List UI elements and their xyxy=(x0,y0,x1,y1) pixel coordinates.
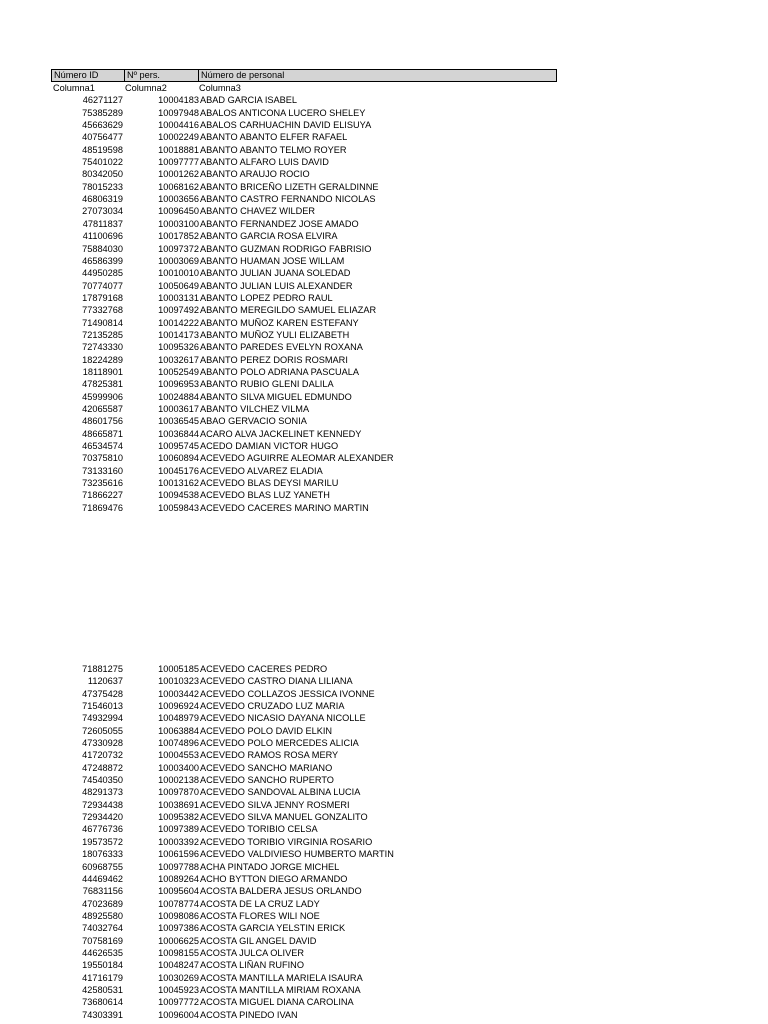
cell-name[interactable]: ABANTO MUÑOZ YULI ELIZABETH xyxy=(200,329,350,340)
cell-name[interactable]: ACEVEDO COLLAZOS JESSICA IVONNE xyxy=(200,688,375,699)
table-row xyxy=(51,230,557,242)
cell-name[interactable]: ABANTO ALFARO LUIS DAVID xyxy=(200,157,329,168)
cell-name[interactable]: ABAO GERVACIO SONIA xyxy=(200,416,307,427)
cell-pers[interactable]: 10017852 xyxy=(158,231,199,242)
table-row xyxy=(51,688,557,700)
table-row xyxy=(51,452,557,464)
cell-pers[interactable]: 10060894 xyxy=(158,453,199,464)
cell-id[interactable]: 71546013 xyxy=(82,701,123,712)
cell-pers[interactable]: 10001262 xyxy=(158,169,199,180)
cell-name[interactable]: ABANTO HUAMAN JOSE WILLAM xyxy=(200,255,345,266)
cell-name[interactable]: ABANTO PAREDES EVELYN ROXANA xyxy=(200,342,363,353)
cell-id[interactable]: 75401022 xyxy=(82,157,123,168)
cell-pers[interactable]: 10018881 xyxy=(158,144,199,155)
cell-id[interactable]: 72934438 xyxy=(82,799,123,810)
table-row xyxy=(51,972,557,984)
cell-pers[interactable]: 10050649 xyxy=(158,280,199,291)
table-row xyxy=(51,465,557,477)
cell-id[interactable]: 70774077 xyxy=(82,280,123,291)
cell-pers[interactable]: 10078774 xyxy=(158,898,199,909)
cell-id[interactable]: 45663629 xyxy=(82,120,123,131)
table-row xyxy=(51,848,557,860)
cell-id[interactable]: 46806319 xyxy=(82,194,123,205)
cell-pers[interactable]: 10097777 xyxy=(158,157,199,168)
cell-id[interactable]: 48601756 xyxy=(82,416,123,427)
table-row xyxy=(51,156,557,168)
cell-name[interactable]: ABANTO ABANTO ELFER RAFAEL xyxy=(200,132,348,143)
table-row xyxy=(51,304,557,316)
cell-pers[interactable]: 10095745 xyxy=(158,441,199,452)
table-row xyxy=(51,243,557,255)
table-row xyxy=(51,725,557,737)
cell-id[interactable]: 73680614 xyxy=(82,997,123,1008)
cell-pers[interactable]: 10003131 xyxy=(158,292,199,303)
table-row xyxy=(51,317,557,329)
table-row xyxy=(51,354,557,366)
table-body-1 xyxy=(51,94,557,514)
table-row xyxy=(51,959,557,971)
cell-name[interactable]: ABALOS CARHUACHIN DAVID ELISUYA xyxy=(200,120,372,131)
cell-name[interactable]: ACEDO DAMIAN VICTOR HUGO xyxy=(200,441,339,452)
cell-pers[interactable]: 10096924 xyxy=(158,701,199,712)
cell-id[interactable]: 72605055 xyxy=(82,725,123,736)
table-row xyxy=(51,218,557,230)
cell-id[interactable]: 70375810 xyxy=(82,453,123,464)
table-row xyxy=(51,898,557,910)
cell-name[interactable]: ACEVEDO TORIBIO VIRGINIA ROSARIO xyxy=(200,836,373,847)
cell-name[interactable]: ABANTO ARAUJO ROCIO xyxy=(200,169,310,180)
cell-pers[interactable]: 10097492 xyxy=(158,305,199,316)
cell-id[interactable]: 47811837 xyxy=(82,218,123,229)
cell-id[interactable]: 17879168 xyxy=(82,292,123,303)
cell-pers[interactable]: 10052549 xyxy=(158,366,199,377)
cell-pers[interactable]: 10095604 xyxy=(158,886,199,897)
table-row xyxy=(51,255,557,267)
spreadsheet-table xyxy=(51,69,557,514)
cell-id[interactable]: 72743330 xyxy=(82,342,123,353)
cell-pers[interactable]: 10003100 xyxy=(158,218,199,229)
table-row xyxy=(51,292,557,304)
table-row xyxy=(51,403,557,415)
cell-name[interactable]: ACOSTA MIGUEL DIANA CAROLINA xyxy=(200,997,354,1008)
cell-name[interactable]: ABANTO VILCHEZ VILMA xyxy=(200,403,310,414)
cell-pers[interactable]: 10068162 xyxy=(158,181,199,192)
cell-name[interactable]: ACEVEDO CRUZADO LUZ MARIA xyxy=(200,701,345,712)
cell-id[interactable]: 75884030 xyxy=(82,243,123,254)
cell-pers[interactable]: 10005185 xyxy=(158,664,199,674)
table-row xyxy=(51,428,557,440)
cell-id[interactable]: 71881275 xyxy=(82,664,123,674)
cell-name[interactable]: ACEVEDO NICASIO DAYANA NICOLLE xyxy=(200,713,366,724)
cell-pers[interactable]: 10097788 xyxy=(158,861,199,872)
table-row xyxy=(51,749,557,761)
cell-name[interactable]: ACEVEDO BLAS LUZ YANETH xyxy=(200,490,330,501)
cell-pers[interactable]: 10097948 xyxy=(158,107,199,118)
cell-pers[interactable]: 10013162 xyxy=(158,478,199,489)
cell-name[interactable]: ABANTO CHAVEZ WILDER xyxy=(200,206,316,217)
cell-id[interactable]: 46586399 xyxy=(82,255,123,266)
table-row xyxy=(51,786,557,798)
cell-pers[interactable]: 10074896 xyxy=(158,738,199,749)
cell-id[interactable]: 73235616 xyxy=(82,478,123,489)
cell-id[interactable]: 48665871 xyxy=(82,428,123,439)
cell-pers[interactable]: 10063884 xyxy=(158,725,199,736)
cell-pers[interactable]: 10024884 xyxy=(158,391,199,402)
cell-id[interactable]: 27073034 xyxy=(82,206,123,217)
cell-name[interactable]: ACOSTA GIL ANGEL DAVID xyxy=(200,935,317,946)
cell-id[interactable]: 46534574 xyxy=(82,441,123,452)
cell-name[interactable]: ACEVEDO POLO MERCEDES ALICIA xyxy=(200,738,359,749)
cell-pers[interactable]: 10096450 xyxy=(158,206,199,217)
cell-id[interactable]: 76831156 xyxy=(82,886,123,897)
cell-id[interactable]: 44469462 xyxy=(82,873,123,884)
table-row xyxy=(51,280,557,292)
cell-name[interactable]: ACEVEDO SANCHO MARIANO xyxy=(200,762,333,773)
cell-name[interactable]: ACEVEDO CACERES MARINO MARTIN xyxy=(200,502,369,513)
table-row xyxy=(51,329,557,341)
cell-pers[interactable]: 10097372 xyxy=(158,243,199,254)
table-row xyxy=(51,193,557,205)
table-row xyxy=(51,267,557,279)
cell-id[interactable]: 41720732 xyxy=(82,750,123,761)
table-row xyxy=(51,663,557,675)
cell-id[interactable]: 42065587 xyxy=(82,403,123,414)
table-row xyxy=(51,922,557,934)
header-id[interactable]: Número ID xyxy=(54,70,99,80)
table-row xyxy=(51,885,557,897)
cell-pers[interactable]: 10002138 xyxy=(158,775,199,786)
cell-id[interactable]: 47023689 xyxy=(82,898,123,909)
table-row xyxy=(51,107,557,119)
table-row xyxy=(51,823,557,835)
cell-name[interactable]: ABANTO LOPEZ PEDRO RAUL xyxy=(200,292,333,303)
cell-id[interactable]: 74540350 xyxy=(82,775,123,786)
cell-id[interactable]: 74032764 xyxy=(82,923,123,934)
cell-pers[interactable]: 10002249 xyxy=(158,132,199,143)
cell-pers[interactable]: 10048979 xyxy=(158,713,199,724)
cell-pers[interactable]: 10036844 xyxy=(158,428,199,439)
cell-name[interactable]: ACEVEDO AGUIRRE ALEOMAR ALEXANDER xyxy=(200,453,394,464)
cell-id[interactable]: 73133160 xyxy=(82,465,123,476)
cell-name[interactable]: ACEVEDO POLO DAVID ELKIN xyxy=(200,725,333,736)
table-row xyxy=(51,947,557,959)
table-row xyxy=(51,675,557,687)
cell-pers[interactable]: 10032617 xyxy=(158,354,199,365)
cell-pers[interactable]: 10097389 xyxy=(158,824,199,835)
table-row xyxy=(51,910,557,922)
cell-pers[interactable]: 10003069 xyxy=(158,255,199,266)
cell-id[interactable]: 18224289 xyxy=(82,354,123,365)
cell-id[interactable]: 47330928 xyxy=(82,738,123,749)
cell-pers[interactable]: 10014222 xyxy=(158,317,199,328)
header-pers[interactable]: Nº pers. xyxy=(124,70,198,81)
table-row xyxy=(51,366,557,378)
table-row xyxy=(51,489,557,501)
table-row xyxy=(51,415,557,427)
subheader-col3: Columna3 xyxy=(199,83,241,93)
cell-pers[interactable]: 10089264 xyxy=(158,873,199,884)
cell-name[interactable]: ACEVEDO SANCHO RUPERTO xyxy=(200,775,334,786)
cell-id[interactable]: 44626535 xyxy=(82,947,123,958)
cell-name[interactable]: ABANTO RUBIO GLENI DALILA xyxy=(200,379,334,390)
cell-id[interactable]: 41100696 xyxy=(82,231,123,242)
cell-id[interactable]: 78015233 xyxy=(82,181,123,192)
table-row xyxy=(51,873,557,885)
cell-pers[interactable]: 10097870 xyxy=(158,787,199,798)
cell-id[interactable]: 48291373 xyxy=(82,787,123,798)
table-row xyxy=(51,440,557,452)
table-row xyxy=(51,144,557,156)
cell-id[interactable]: 74303391 xyxy=(82,1009,123,1020)
header-name[interactable]: Número de personal xyxy=(198,70,556,81)
cell-id[interactable]: 80342050 xyxy=(82,169,123,180)
cell-id[interactable]: 46776736 xyxy=(82,824,123,835)
cell-name[interactable]: ACOSTA LIÑAN RUFINO xyxy=(200,960,304,971)
table-row xyxy=(51,836,557,848)
table-row xyxy=(51,799,557,811)
cell-pers[interactable]: 10095326 xyxy=(158,342,199,353)
cell-pers[interactable]: 10003442 xyxy=(158,688,199,699)
cell-id[interactable]: 45999906 xyxy=(82,391,123,402)
cell-id[interactable]: 47825381 xyxy=(82,379,123,390)
table-row xyxy=(51,94,557,106)
cell-id[interactable]: 47248872 xyxy=(82,762,123,773)
cell-pers[interactable]: 10030269 xyxy=(158,972,199,983)
header-row xyxy=(51,69,557,82)
cell-id[interactable]: 18076333 xyxy=(82,849,123,860)
cell-id[interactable]: 44950285 xyxy=(82,268,123,279)
cell-pers[interactable]: 10045923 xyxy=(158,984,199,995)
table-row xyxy=(51,1009,557,1021)
cell-name[interactable]: ACOSTA GARCIA YELSTIN ERICK xyxy=(200,923,346,934)
cell-id[interactable]: 70758169 xyxy=(82,935,123,946)
cell-name[interactable]: ABANTO FERNANDEZ JOSE AMADO xyxy=(200,218,359,229)
table-row xyxy=(51,131,557,143)
cell-name[interactable]: ACOSTA JULCA OLIVER xyxy=(200,947,304,958)
cell-name[interactable]: ACOSTA MANTILLA MIRIAM ROXANA xyxy=(200,984,361,995)
cell-name[interactable]: ACEVEDO SANDOVAL ALBINA LUCIA xyxy=(200,787,361,798)
cell-name[interactable]: ACEVEDO CASTRO DIANA LILIANA xyxy=(200,676,353,687)
cell-pers[interactable]: 10059843 xyxy=(158,502,199,513)
cell-pers[interactable]: 10095382 xyxy=(158,812,199,823)
subheader-row xyxy=(51,82,557,94)
table-row xyxy=(51,811,557,823)
cell-id[interactable]: 47375428 xyxy=(82,688,123,699)
subheader-col2: Columna2 xyxy=(125,83,167,93)
cell-pers[interactable]: 10036545 xyxy=(158,416,199,427)
cell-id[interactable]: 71490814 xyxy=(82,317,123,328)
cell-pers[interactable]: 10094538 xyxy=(158,490,199,501)
subheader-col1: Columna1 xyxy=(53,83,95,93)
cell-pers[interactable]: 10038691 xyxy=(158,799,199,810)
cell-name[interactable]: ABANTO CASTRO FERNANDO NICOLAS xyxy=(200,194,376,205)
cell-id[interactable]: 42580531 xyxy=(82,984,123,995)
cell-pers[interactable]: 10006625 xyxy=(158,935,199,946)
cell-name[interactable]: ACHO BYTTON DIEGO ARMANDO xyxy=(200,873,348,884)
cell-name[interactable]: ABANTO ABANTO TELMO ROYER xyxy=(200,144,347,155)
cell-id[interactable]: 46271127 xyxy=(82,95,123,106)
cell-id[interactable]: 40756477 xyxy=(82,132,123,143)
cell-name[interactable]: ABANTO MUÑOZ KAREN ESTEFANY xyxy=(200,317,359,328)
cell-id[interactable]: 19573572 xyxy=(82,836,123,847)
cell-name[interactable]: ACEVEDO VALDIVIESO HUMBERTO MARTIN xyxy=(200,849,394,860)
cell-name[interactable]: ACHA PINTADO JORGE MICHEL xyxy=(200,861,340,872)
table-row xyxy=(51,984,557,996)
cell-pers[interactable]: 10098086 xyxy=(158,910,199,921)
cell-pers[interactable]: 10096953 xyxy=(158,379,199,390)
cell-name[interactable]: ABANTO GARCIA ROSA ELVIRA xyxy=(200,231,338,242)
cell-pers[interactable]: 10061596 xyxy=(158,849,199,860)
table-row xyxy=(51,861,557,873)
cell-id[interactable]: 74932994 xyxy=(82,713,123,724)
cell-pers[interactable]: 10014173 xyxy=(158,329,199,340)
cell-pers[interactable]: 10048247 xyxy=(158,960,199,971)
cell-name[interactable]: ACEVEDO RAMOS ROSA MERY xyxy=(200,750,339,761)
cell-id[interactable]: 72135285 xyxy=(82,329,123,340)
cell-id[interactable]: 77332768 xyxy=(82,305,123,316)
table-row xyxy=(51,712,557,724)
cell-pers[interactable]: 10097386 xyxy=(158,923,199,934)
cell-id[interactable]: 1120637 xyxy=(87,676,123,687)
cell-name[interactable]: ABANTO JULIAN JUANA SOLEDAD xyxy=(200,268,351,279)
cell-name[interactable]: ACEVEDO TORIBIO CELSA xyxy=(200,824,318,835)
cell-name[interactable]: ACOSTA FLORES WILI NOE xyxy=(200,910,320,921)
cell-pers[interactable]: 10098155 xyxy=(158,947,199,958)
cell-pers[interactable]: 10003656 xyxy=(158,194,199,205)
cell-name[interactable]: ACEVEDO SILVA JENNY ROSMERI xyxy=(200,799,350,810)
cell-pers[interactable]: 10004183 xyxy=(158,95,199,106)
cell-pers[interactable]: 10004416 xyxy=(158,120,199,131)
cell-name[interactable]: ABANTO SILVA MIGUEL EDMUNDO xyxy=(200,391,352,402)
cell-pers[interactable]: 10097772 xyxy=(158,997,199,1008)
table-row xyxy=(51,935,557,947)
cell-pers[interactable]: 10003400 xyxy=(158,762,199,773)
table-row xyxy=(51,378,557,390)
table-row xyxy=(51,181,557,193)
cell-name[interactable]: ACEVEDO CACERES PEDRO xyxy=(200,664,328,674)
table-row xyxy=(51,477,557,489)
table-body-2 xyxy=(51,663,557,1021)
cell-pers[interactable]: 10010010 xyxy=(158,268,199,279)
cell-pers[interactable]: 10010323 xyxy=(158,676,199,687)
cell-pers[interactable]: 10003392 xyxy=(158,836,199,847)
table-row xyxy=(51,168,557,180)
cell-id[interactable]: 48519598 xyxy=(82,144,123,155)
cell-pers[interactable]: 10004553 xyxy=(158,750,199,761)
cell-name[interactable]: ACEVEDO ALVAREZ ELADIA xyxy=(200,465,323,476)
cell-id[interactable]: 48925580 xyxy=(82,910,123,921)
cell-id[interactable]: 71866227 xyxy=(82,490,123,501)
table-row xyxy=(51,996,557,1008)
cell-pers[interactable]: 10045176 xyxy=(158,465,199,476)
cell-id[interactable]: 41716179 xyxy=(82,972,123,983)
cell-id[interactable]: 18118901 xyxy=(82,366,123,377)
spreadsheet-table-continued xyxy=(51,663,557,1021)
cell-name[interactable]: ABANTO PEREZ DORIS ROSMARI xyxy=(200,354,348,365)
table-row xyxy=(51,762,557,774)
cell-id[interactable]: 60968755 xyxy=(82,861,123,872)
table-row xyxy=(51,502,557,514)
cell-name[interactable]: ACEVEDO SILVA MANUEL GONZALITO xyxy=(200,812,368,823)
table-row xyxy=(51,737,557,749)
table-row xyxy=(51,391,557,403)
cell-name[interactable]: ABAD GARCIA ISABEL xyxy=(200,95,298,106)
table-row xyxy=(51,700,557,712)
cell-name[interactable]: ABANTO BRICEÑO LIZETH GERALDINNE xyxy=(200,181,379,192)
cell-name[interactable]: ABANTO POLO ADRIANA PASCUALA xyxy=(200,366,359,377)
cell-name[interactable]: ACOSTA MANTILLA MARIELA ISAURA xyxy=(200,972,363,983)
cell-name[interactable]: ACARO ALVA JACKELINET KENNEDY xyxy=(200,428,362,439)
cell-id[interactable]: 75385289 xyxy=(82,107,123,118)
cell-name[interactable]: ACOSTA BALDERA JESUS ORLANDO xyxy=(200,886,362,897)
cell-id[interactable]: 72934420 xyxy=(82,812,123,823)
cell-id[interactable]: 19550184 xyxy=(82,960,123,971)
cell-name[interactable]: ABANTO MEREGILDO SAMUEL ELIAZAR xyxy=(200,305,377,316)
table-row xyxy=(51,119,557,131)
cell-name[interactable]: ACOSTA PINEDO IVAN xyxy=(200,1009,298,1020)
cell-name[interactable]: ACEVEDO BLAS DEYSI MARILU xyxy=(200,478,339,489)
cell-pers[interactable]: 10096004 xyxy=(158,1009,199,1020)
cell-pers[interactable]: 10003617 xyxy=(158,403,199,414)
cell-name[interactable]: ABALOS ANTICONA LUCERO SHELEY xyxy=(200,107,366,118)
table-row xyxy=(51,205,557,217)
table-row xyxy=(51,341,557,353)
cell-name[interactable]: ABANTO GUZMAN RODRIGO FABRISIO xyxy=(200,243,372,254)
cell-id[interactable]: 71869476 xyxy=(82,502,123,513)
table-row xyxy=(51,774,557,786)
cell-name[interactable]: ABANTO JULIAN LUIS ALEXANDER xyxy=(200,280,353,291)
cell-name[interactable]: ACOSTA DE LA CRUZ LADY xyxy=(200,898,320,909)
